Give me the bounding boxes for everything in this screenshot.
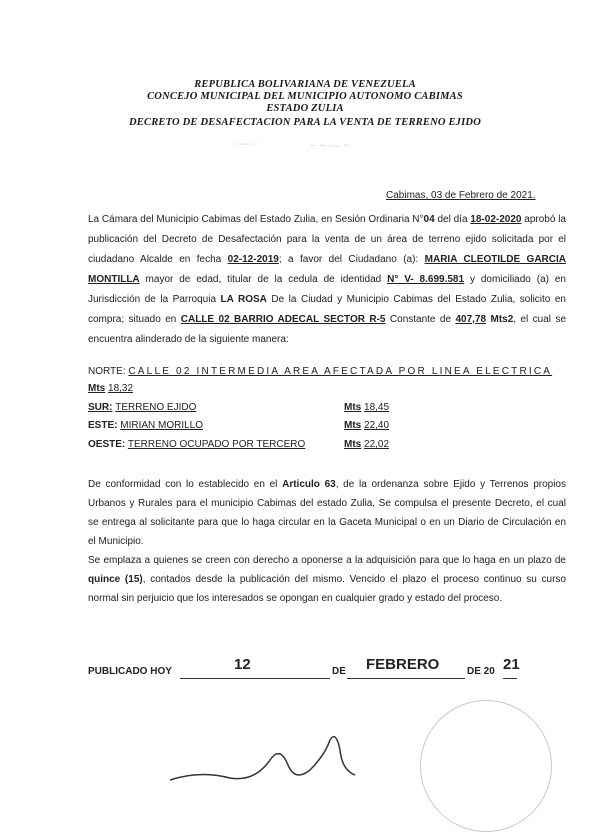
- norte-mts-label: Mts: [88, 383, 106, 394]
- este-label: ESTE:: [88, 420, 118, 431]
- para1-text: La Cámara del Municipio Cabimas del Estado Zulia, en Sesión Ordinaria N°: [88, 214, 424, 225]
- boundary-norte: [88, 363, 566, 397]
- property-area-unit: Mts2: [486, 314, 514, 325]
- article-reference: Articulo 63: [282, 479, 336, 490]
- oeste-mts: [344, 439, 389, 450]
- year-underline: [503, 678, 517, 679]
- sur-text: TERRENO EJIDO: [115, 402, 197, 413]
- oeste-mts-label: Mts: [344, 439, 362, 450]
- signature: [160, 720, 360, 790]
- parish-name: LA ROSA: [220, 294, 267, 305]
- sur-label: SUR:: [88, 402, 113, 413]
- header-line-2: CONCEJO MUNICIPAL DEL MUNICIPIO AUTONOMO CABIMAS: [147, 91, 463, 102]
- para3-text: Se emplaza a quienes se creen con derecho a oponerse a la adquisición para que lo haga en un plazo de: [88, 555, 566, 566]
- oeste-text: TERRENO OCUPADO POR TERCERO: [127, 439, 306, 450]
- published-label: PUBLICADO HOY: [88, 666, 172, 677]
- citizen-id: N° V- 8.699.581: [387, 274, 465, 285]
- sur-mts-value: 18,45: [364, 402, 390, 413]
- published-year: 21: [503, 656, 520, 673]
- boundary-sur: [88, 402, 341, 413]
- este-text: MIRIAN MORILLO: [120, 420, 204, 431]
- este-mts: [344, 420, 389, 431]
- para1-text: Constante de: [385, 314, 456, 325]
- sur-mts: [344, 402, 389, 413]
- norte-text: CALLE 02 INTERMEDIA AREA AFECTADA POR LINEA ELECTRICA: [128, 366, 553, 377]
- decree-paragraph-1: [88, 210, 566, 350]
- decree-paragraph-3: [88, 551, 566, 608]
- para1-text: aprobó la publicación del Decreto de Desafectación para la venta de un área de terreno ejido solicitada por el ciudadano Alcalde en fecha: [88, 214, 566, 265]
- para1-text: , el cual se encuentra alinderado de la siguiente manera:: [88, 314, 567, 345]
- norte-label: NORTE:: [88, 366, 126, 377]
- official-stamp: [420, 700, 552, 832]
- opposition-term: quince (15): [88, 574, 143, 585]
- sur-mts-label: Mts: [344, 402, 362, 413]
- header-line-3: ESTADO ZULIA: [266, 103, 344, 114]
- property-address: CALLE 02 BARRIO ADECAL SECTOR R-5: [180, 314, 386, 325]
- para2-text: De conformidad con lo establecido en el: [88, 479, 283, 490]
- boundary-este: [88, 420, 334, 431]
- boundary-oeste: [88, 439, 305, 450]
- published-month: FEBRERO: [366, 656, 440, 673]
- request-date: 02-12-2019: [227, 254, 279, 265]
- para1-text: y domiciliado (a) en Jurisdicción de la Parroquia: [88, 274, 566, 305]
- day-underline: [180, 678, 330, 679]
- para1-text: De la Ciudad y Municipio Cabimas del Estado Zulia, solicito en compra; situado en: [88, 294, 566, 325]
- bleed-through-mark: ~ ~ — ~: [310, 140, 350, 152]
- month-underline: [347, 678, 465, 679]
- bleed-through-mark: · — · ·: [232, 138, 264, 150]
- session-date: 18-02-2020: [470, 214, 522, 225]
- decree-paragraph-2: [88, 475, 566, 551]
- date-line: Cabimas, 03 de Febrero de 2021.: [386, 190, 536, 201]
- para1-text: del día: [434, 214, 471, 225]
- norte-mts-value: 18,32: [108, 383, 134, 394]
- para2-text: , de la ordenanza sobre Ejido y Terrenos propios Urbanos y Rurales para el municipio Cabimas del estado Zulia, Se compulsa el presente Decreto, el cual se entrega al solicitante para que lo haga circular en la Gaceta Municipal o en un Diario de Circulación en el Municipio.: [88, 479, 566, 547]
- published-day: 12: [234, 656, 251, 673]
- oeste-label: OESTE:: [88, 439, 126, 450]
- para1-text: ; a favor del Ciudadano (a):: [278, 254, 425, 265]
- de-label-2: DE 20: [467, 666, 495, 677]
- para1-text: mayor de edad, titular de la cedula de identidad: [139, 274, 388, 285]
- este-mts-label: Mts: [344, 420, 362, 431]
- este-mts-value: 22,40: [364, 420, 390, 431]
- oeste-mts-value: 22,02: [364, 439, 390, 450]
- property-area: 407,78: [455, 314, 487, 325]
- de-label-1: DE: [332, 666, 346, 677]
- citizen-name: MARIA CLEOTILDE GARCIA MONTILLA: [88, 254, 566, 285]
- header-line-1: REPUBLICA BOLIVARIANA DE VENEZUELA: [194, 79, 416, 90]
- header-line-4: DECRETO DE DESAFECTACION PARA LA VENTA DE TERRENO EJIDO: [129, 117, 481, 128]
- para3-text: , contados desde la publicación del mismo. Vencido el plazo el proceso continuo su curso normal sin perjuicio que los interesados se opongan en cualquier grado y estado del proceso.: [88, 574, 566, 604]
- session-number: 04: [423, 214, 435, 225]
